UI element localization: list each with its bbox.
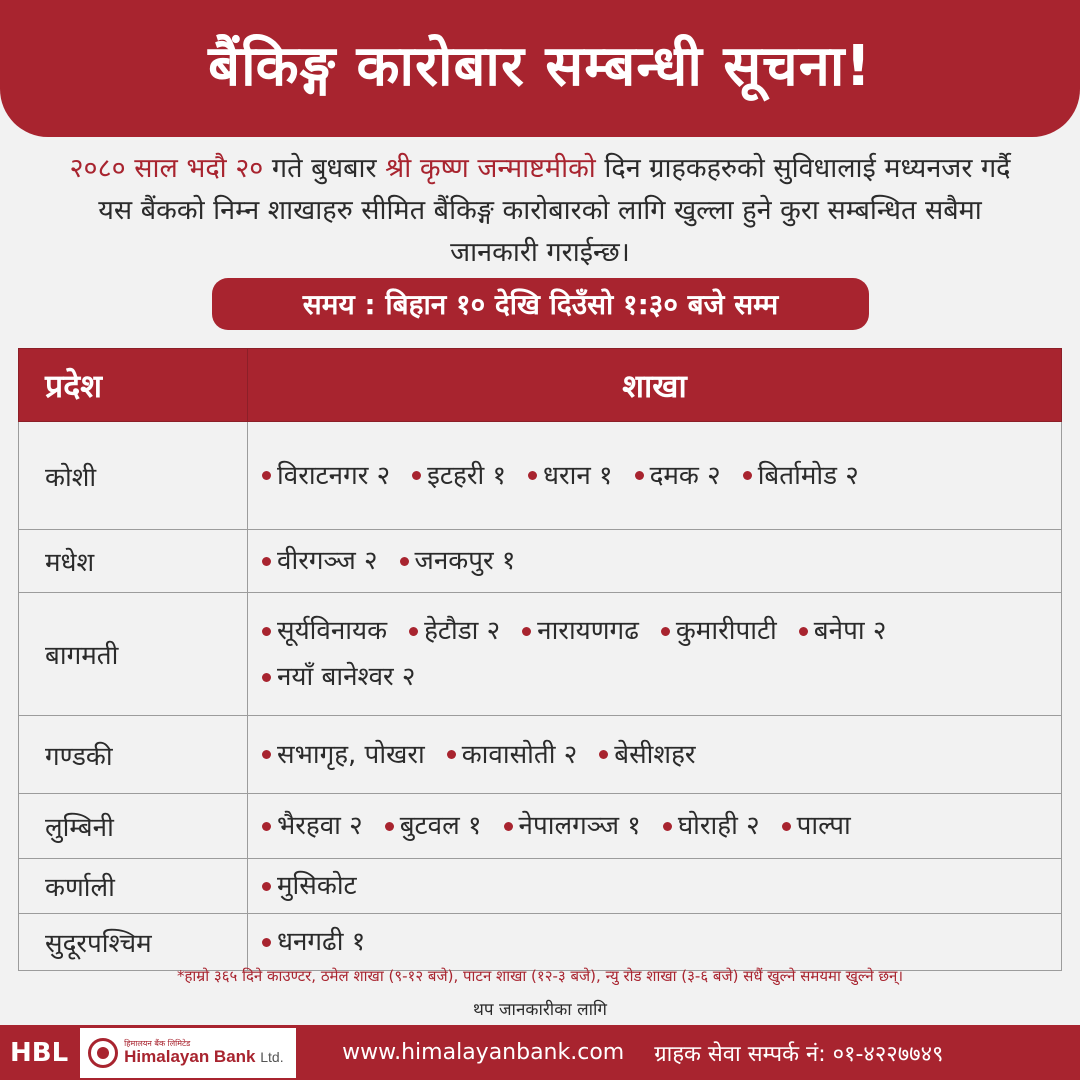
branch-item: [504, 803, 641, 849]
branch-list: [262, 453, 1047, 499]
branch-list: [262, 538, 1047, 584]
province-cell: मधेश: [19, 530, 248, 593]
branch-name: बेसीशहर: [614, 739, 696, 770]
table-row: [19, 794, 1062, 859]
table-row: [19, 530, 1062, 593]
table-row: [19, 859, 1062, 914]
intro-date: २०८० साल भदौ २०: [69, 153, 264, 184]
bullet-dot-icon: [262, 750, 271, 759]
bullet-dot-icon: [400, 557, 409, 566]
branch-name: सूर्यविनायक: [277, 616, 388, 646]
branch-name: नयाँ बानेश्वर २: [277, 662, 416, 692]
bullet-dot-icon: [262, 557, 271, 566]
branch-name: नारायणगढ: [537, 616, 639, 646]
bullet-dot-icon: [262, 822, 271, 831]
branch-item: [262, 803, 363, 849]
bullet-dot-icon: [262, 673, 271, 682]
bullet-dot-icon: [504, 822, 513, 831]
intro-text-2: दिन ग्राहकहरुको सुविधालाई मध्यनजर गर्दै यस बैंकको निम्न शाखाहरु सीमित बैंकिङ्ग कारोबारको लागि खुल्ला हुने कुरा सम्बन्धित सबैमा जानकारी गराईन्छ।: [98, 153, 1011, 268]
province-cell: कोशी: [19, 422, 248, 530]
footnote: *हाम्रो ३६५ दिने काउण्टर, ठमेल शाखा (९-१२ बजे), पाटन शाखा (१२-३ बजे), न्यु रोड शाखा (३-६ बजे) सधैं खुल्ने समयमा खुल्ने छन्।: [176, 967, 904, 985]
bullet-dot-icon: [412, 471, 421, 480]
branch-item: [799, 608, 887, 654]
footer-bar: [0, 1025, 1080, 1080]
header-banner: [0, 0, 1080, 137]
branch-item: [412, 453, 506, 499]
bullet-dot-icon: [262, 627, 271, 636]
hbl-label: HBL: [10, 1037, 69, 1068]
table-row: [19, 716, 1062, 794]
intro-paragraph: [60, 148, 1020, 274]
branch-name: इटहरी १: [427, 460, 506, 491]
branch-item: [409, 608, 500, 654]
branch-name: घोराही २: [677, 811, 760, 841]
intro-text-1: गते बुधबार: [263, 153, 386, 184]
branch-name: धरान १: [543, 460, 613, 491]
bullet-dot-icon: [528, 471, 537, 480]
branch-item: [635, 453, 721, 499]
bullet-dot-icon: [661, 627, 670, 636]
bullet-dot-icon: [799, 627, 808, 636]
logo-name-text: Himalayan Bank: [124, 1047, 256, 1066]
branch-list: [262, 732, 1047, 778]
branches-cell: [248, 859, 1062, 914]
customer-service-contact: ग्राहक सेवा सम्पर्क नं: ०१-४२२७७४९: [654, 1041, 944, 1067]
branch-name: धनगढी १: [277, 927, 366, 957]
branch-item: [400, 538, 516, 584]
branch-item: [262, 654, 415, 700]
branch-list: [262, 863, 1047, 909]
branch-name: जनकपुर १: [414, 546, 516, 576]
branch-list: [262, 919, 1047, 965]
branch-name: कावासोती २: [461, 739, 578, 770]
branch-list: [262, 608, 1047, 700]
branch-item: [782, 803, 851, 849]
branch-header: शाखा: [248, 349, 1062, 422]
province-header: प्रदेश: [19, 349, 248, 422]
page-title: बैंकिङ्ग कारोबार सम्बन्धी सूचना!: [208, 33, 872, 99]
table-body: [19, 422, 1062, 971]
bullet-dot-icon: [782, 822, 791, 831]
province-cell: सुदूरपश्चिम: [19, 914, 248, 971]
branch-name: पाल्पा: [796, 811, 851, 841]
branch-list: [262, 803, 1047, 849]
branches-cell: [248, 794, 1062, 859]
branch-name: हेटौडा २: [424, 616, 501, 646]
bullet-dot-icon: [599, 750, 608, 759]
province-cell: बागमती: [19, 593, 248, 716]
branch-name: भैरहवा २: [277, 811, 363, 841]
branch-item: [522, 608, 639, 654]
bullet-dot-icon: [385, 822, 394, 831]
branch-item: [262, 608, 387, 654]
branch-item: [262, 732, 425, 778]
table-row: [19, 914, 1062, 971]
branch-name: वीरगञ्ज २: [277, 546, 378, 576]
branch-item: [743, 453, 859, 499]
branch-item: [528, 453, 613, 499]
time-label: समय : बिहान १० देखि दिउँसो १:३० बजे सम्म: [302, 288, 779, 321]
branch-item: [262, 538, 378, 584]
branches-cell: [248, 593, 1062, 716]
bullet-dot-icon: [409, 627, 418, 636]
bullet-dot-icon: [663, 822, 672, 831]
website-link[interactable]: www.himalayanbank.com: [342, 1040, 625, 1065]
province-cell: कर्णाली: [19, 859, 248, 914]
branch-name: विराटनगर २: [277, 460, 391, 491]
branch-name: बुटवल १: [399, 811, 482, 841]
intro-festival: श्री कृष्ण जन्माष्टमीको: [385, 153, 596, 184]
branches-cell: [248, 422, 1062, 530]
logo-ltd: Ltd.: [260, 1049, 284, 1065]
time-pill: [212, 278, 869, 330]
bullet-dot-icon: [447, 750, 456, 759]
branch-name: नेपालगञ्ज १: [518, 811, 641, 841]
branch-item: [663, 803, 760, 849]
branch-table: [18, 348, 1062, 971]
bullet-dot-icon: [743, 471, 752, 480]
branch-item: [262, 863, 357, 909]
branch-name: मुसिकोट: [277, 871, 357, 901]
branch-name: बनेपा २: [813, 616, 887, 646]
table-row: [19, 422, 1062, 530]
branch-item: [447, 732, 578, 778]
branch-name: बिर्तामोड २: [757, 460, 859, 491]
branch-name: दमक २: [649, 460, 721, 491]
branch-name: सभागृह, पोखरा: [277, 739, 425, 770]
bullet-dot-icon: [262, 471, 271, 480]
branch-name: कुमारीपाटी: [675, 616, 777, 646]
logo-nepali-name: हिमालयन बैंक लिमिटेड: [124, 1039, 191, 1048]
table-row: [19, 593, 1062, 716]
branches-cell: [248, 716, 1062, 794]
branches-cell: [248, 530, 1062, 593]
branch-item: [385, 803, 482, 849]
branch-item: [661, 608, 777, 654]
bullet-dot-icon: [262, 938, 271, 947]
bullet-dot-icon: [522, 627, 531, 636]
bullet-dot-icon: [262, 882, 271, 891]
bullet-dot-icon: [635, 471, 644, 480]
bank-logo: [80, 1028, 296, 1078]
table-header-row: [19, 349, 1062, 422]
branch-item: [599, 732, 695, 778]
branch-item: [262, 919, 365, 965]
branch-item: [262, 453, 390, 499]
province-cell: गण्डकी: [19, 716, 248, 794]
branches-cell: [248, 914, 1062, 971]
footnote-more-info: थप जानकारीका लागि: [473, 1000, 607, 1020]
himalayan-bank-emblem-icon: [88, 1038, 118, 1068]
province-cell: लुम्बिनी: [19, 794, 248, 859]
logo-name: [124, 1048, 283, 1065]
